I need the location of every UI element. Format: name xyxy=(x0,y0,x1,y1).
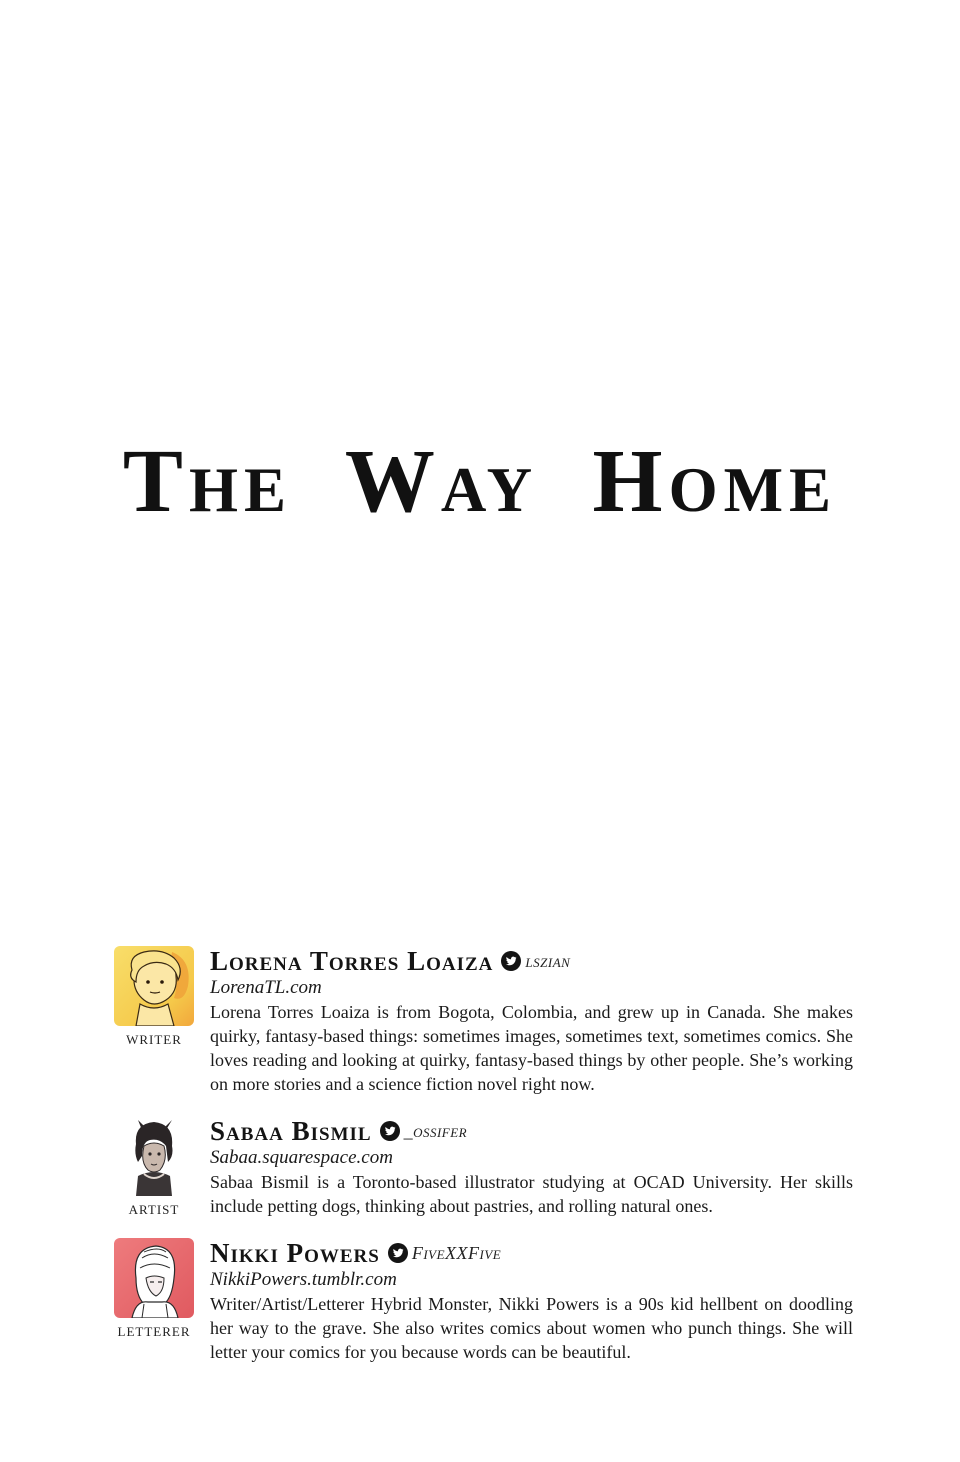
letterer-avatar xyxy=(114,1238,194,1318)
name-line xyxy=(210,1116,853,1146)
name-line xyxy=(210,946,853,976)
avatar-column xyxy=(113,1116,195,1218)
bio-text: Lorena Torres Loaiza is from Bogota, Colombia, and grew up in Canada. She makes quirky, fantasy-based things: sometimes images, sometimes text, sometimes comics. She loves reading and looking at quirky, fantasy-based things by other people. She’s working on more stories and a science fiction novel right now. xyxy=(210,1002,853,1094)
writer-avatar xyxy=(114,946,194,1026)
twitter-icon xyxy=(388,1243,408,1263)
twitter-handle[interactable]: lszian xyxy=(525,950,571,971)
twitter-icon xyxy=(380,1121,400,1141)
contributor-name: Nikki Powers xyxy=(210,1237,380,1268)
artist-avatar xyxy=(114,1116,194,1196)
credits-section xyxy=(113,946,853,1364)
website-link[interactable]: NikkiPowers.tumblr.com xyxy=(210,1269,397,1290)
twitter-handle[interactable]: _ossifer xyxy=(403,1120,468,1141)
avatar-column xyxy=(113,946,195,1048)
website-link[interactable]: Sabaa.squarespace.com xyxy=(210,1147,393,1168)
credit-info xyxy=(210,946,853,1096)
name-line xyxy=(210,1238,853,1268)
role-label: ARTIST xyxy=(128,1202,180,1217)
role-label: WRITER xyxy=(126,1032,182,1047)
credit-artist xyxy=(113,1116,853,1218)
credit-writer xyxy=(113,946,853,1096)
credit-letterer xyxy=(113,1238,853,1364)
avatar-column xyxy=(113,1238,195,1340)
credit-info xyxy=(210,1238,853,1364)
website-link[interactable]: LorenaTL.com xyxy=(210,977,322,998)
role-label: LETTERER xyxy=(117,1324,191,1339)
credit-info xyxy=(210,1116,853,1218)
contributor-name: Lorena Torres Loaiza xyxy=(210,945,494,976)
twitter-handle[interactable]: FiveXXFive xyxy=(411,1242,502,1263)
twitter-icon xyxy=(501,951,521,971)
bio-text: Sabaa Bismil is a Toronto-based illustrator studying at OCAD University. Her skills include petting dogs, thinking about pastries, and rolling natural ones. xyxy=(210,1172,853,1216)
page-title: The Way Home xyxy=(122,432,838,531)
bio-text: Writer/Artist/Letterer Hybrid Monster, Nikki Powers is a 90s kid hellbent on doodling her way to the grave. She also writes comics about women who punch things. She will letter your comics for you because words can be beautiful. xyxy=(210,1294,853,1362)
contributor-name: Sabaa Bismil xyxy=(210,1115,372,1146)
